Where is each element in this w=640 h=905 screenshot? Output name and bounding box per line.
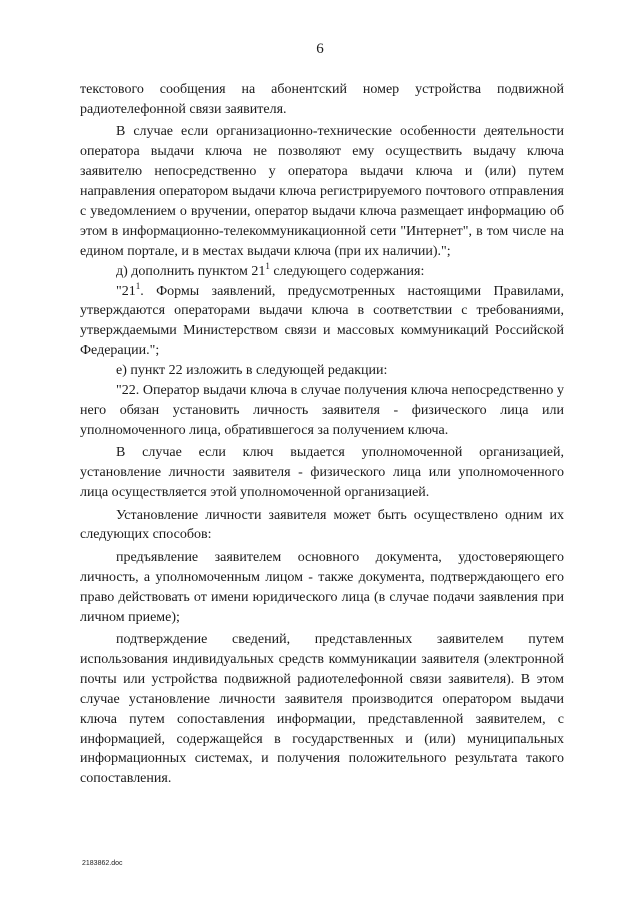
paragraph: "22. Оператор выдачи ключа в случае получения ключа непосредственно у него обязан установить личность заявителя - физического лица или уполномоченного лица, обратившегося за получением ключа. [80, 383, 564, 438]
paragraph-text: д) дополнить пунктом 21 [116, 263, 266, 279]
superscript-index: 1 [135, 280, 141, 291]
footer-filename: 2183862.doc [82, 860, 123, 867]
paragraph: В случае если организационно-технические особенности деятельности оператора выдачи ключа не позволяют ему осуществить выдачу ключа заявителю непосредственно у оператора выдачи ключа и (или) путем направления оператором выдачи ключа регистрируемого почтового отправления с уведомлением о вручении, оператор выдачи ключа размещает информацию об этом в информационно-телекоммуникационной сети "Интернет", в том числе на едином портале, и в местах выдачи ключа (при их наличии)."; [80, 124, 564, 259]
paragraph: е) пункт 22 изложить в следующей редакции: [116, 363, 388, 379]
paragraph-text: . Формы заявлений, предусмотренных настоящими Правилами, утверждаются операторами выдачи ключа в соответствии с требованиями, утверждаемыми Министерством связи и массовых коммуникаций Российской Федерации."; [80, 283, 564, 359]
paragraph: текстового сообщения на абонентский номер устройства подвижной радиотелефонной связи заявителя. [80, 82, 564, 117]
paragraph-text: следующего содержания: [269, 263, 425, 279]
paragraph [80, 282, 564, 362]
page-number: 6 [316, 41, 324, 57]
paragraph: предъявление заявителем основного документа, удостоверяющего личность, а уполномоченным лицом - также документа, подтверждающего его право действовать от имени юридического лица (в случае подачи заявления при личном приеме); [80, 549, 564, 625]
paragraph [80, 262, 564, 282]
superscript-index: 1 [265, 260, 270, 271]
paragraph: В случае если ключ выдается уполномоченной организацией, установление личности заявителя - физического лица или уполномоченного лица осуществляется этой уполномоченной организацией. [80, 445, 564, 501]
paragraph-text: "21 [116, 283, 136, 299]
document-body [80, 80, 564, 789]
paragraph: Установление личности заявителя может быть осуществлено одним их следующих способов: [80, 507, 564, 543]
paragraph: подтверждение сведений, представленных заявителем путем использования индивидуальных средств коммуникации заявителя (электронной почты или устройства подвижной радиотелефонной связи заявителя). В этом случае установление личности заявителя производится оператором выдачи ключа путем сопоставления информации, представленной заявителем, с информацией, содержащейся в государственных и (или) муниципальных информационных системах, и получения положительного результата такого сопоставления. [80, 631, 564, 787]
